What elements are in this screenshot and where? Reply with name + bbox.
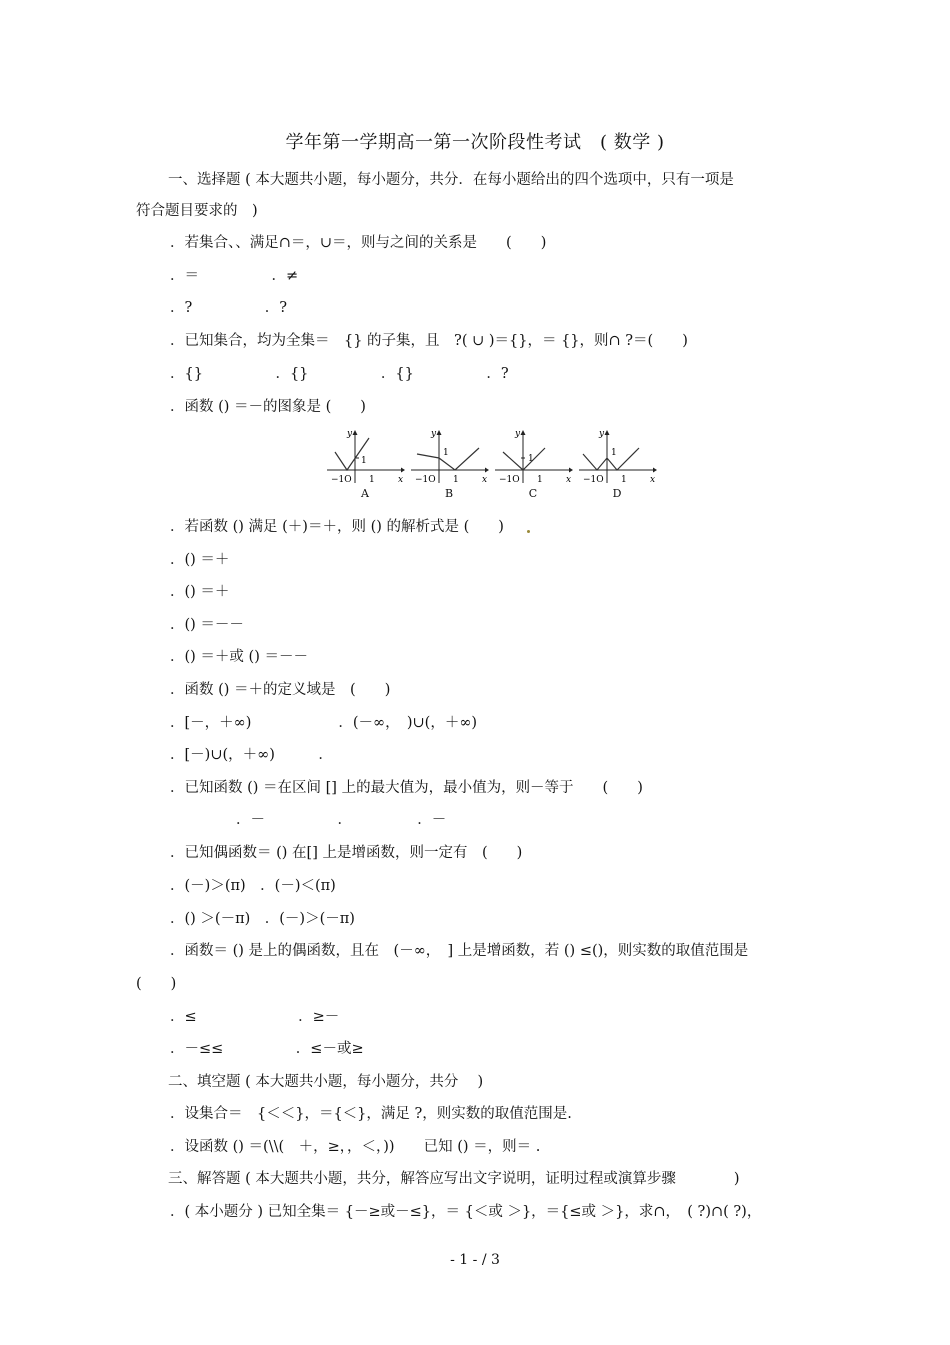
graph-c-one-y: 1 [528,454,534,464]
graph-c-x-label: x [566,475,572,485]
section-1-heading-cont: 符合题目要求的 ) [136,203,258,219]
question-8: ．函数＝ () 是上的偶函数，且在 (－∞， ] 上是增函数，若 () ≤()，则实数的取值范围是 [170,943,749,959]
graph-a-one: 1 [369,475,375,485]
question-2: ．已知集合，均为全集＝ {} 的子集，且 ?( ∪ )＝{}，＝ {}，则∩ ?＝( ) [170,333,688,349]
graph-a-x-label: x [398,475,404,485]
question-1-options-cd: ．? ．? [170,300,288,316]
graph-d-one: 1 [621,475,627,485]
section-2-heading: 二、填空题 ( 本大题共小题，每小题分，共分 ) [168,1074,484,1090]
section-1-heading: 一、选择题 ( 本大题共小题，每小题分，共分．在每小题给出的四个选项中，只有一项是 [168,172,734,188]
question-5-options-ab: ．[－，＋∞) ．(－∞， )∪(，＋∞) [170,715,478,731]
graph-c-origin: −1O [499,475,520,485]
question-9: ．设集合＝ {＜＜}，＝{＜}，满足 ?，则实数的取值范围是. [170,1106,572,1122]
graph-a [325,428,405,506]
graph-b-one-y: 1 [443,448,449,458]
question-4-option-a: ．() ＝＋ [170,552,230,568]
graph-a-origin: −1O [331,475,352,485]
question-10: ．设函数 () ＝(\\( ＋，≥，，＜，)) 已知 () ＝，则＝ . [170,1139,541,1155]
graph-a-one-y: 1 [361,456,367,466]
graph-d-label: D [612,487,622,500]
question-1-options-ab: ．＝ ．≠ [170,268,299,284]
question-2-options: ．{} ．{} ．{} ．? [170,366,509,382]
graph-c-y-label: y [515,429,521,439]
graph-c-label: C [528,487,538,500]
stray-dot [527,530,530,533]
question-7-options-ab: ．(－)＞(π) ．(－)＜(π) [170,878,336,894]
graph-d-y-label: y [599,429,605,439]
graph-b-plot [409,428,489,486]
graph-b [409,428,489,506]
graph-a-label: A [361,487,369,500]
graph-a-plot [325,428,405,486]
question-1: ．若集合、、满足∩＝，∪＝，则与之间的关系是 ( ) [170,235,547,251]
question-6: ．已知函数 () ＝在区间 [] 上的最大值为，最小值为，则－等于 ( ) [170,780,643,796]
graph-b-origin: −1O [415,475,436,485]
graph-d-origin: −1O [583,475,604,485]
graph-d [577,428,657,506]
question-8-cont: ( ) [136,976,177,992]
graph-b-one: 1 [453,475,459,485]
graph-d-one-y: 1 [611,448,617,458]
page-title: 学年第一学期高一第一次阶段性考试 ( 数学 ) [285,132,665,153]
question-8-options-cd: ．－≤≤ ．≤－或≥ [170,1041,364,1057]
graph-a-y-label: y [347,429,353,439]
graph-d-x-label: x [650,475,656,485]
question-4-option-c: ．() ＝－－ [170,617,244,633]
question-7: ．已知偶函数＝ () 在[] 上是增函数，则一定有 ( ) [170,845,523,861]
question-7-options-cd: ．() ＞(－π) ．(－)＞(－π) [170,911,355,927]
graph-b-y-label: y [431,429,437,439]
graph-c-one: 1 [537,475,543,485]
question-5-options-cd: ．[－)∪(，＋∞) ． [170,747,333,763]
question-3-graphs [325,428,660,506]
question-6-options: ．－ ． ．－ [236,812,447,828]
question-3: ．函数 () ＝－的图象是 ( ) [170,399,366,415]
question-4: ．若函数 () 满足 (＋)＝＋，则 () 的解析式是 ( ) [170,519,504,535]
graph-b-x-label: x [482,475,488,485]
graph-d-plot [577,428,657,486]
graph-c-plot [493,428,573,486]
graph-b-label: B [444,487,454,500]
section-3-heading: 三、解答题 ( 本大题共小题，共分，解答应写出文字说明，证明过程或演算步骤 ) [168,1171,740,1187]
question-8-options-ab: ．≤ ．≥－ [170,1009,340,1025]
question-5: ．函数 () ＝＋的定义域是 ( ) [170,682,391,698]
question-11: ．( 本小题分 ) 已知全集＝ {－≥或－≤}，＝ {＜或 ＞}，＝{≤或 ＞}，求∩， ( ?)∩( ?)， [170,1204,762,1220]
graph-c [493,428,573,506]
question-4-option-b: ．() ＝＋ [170,584,230,600]
question-4-option-d: ．() ＝＋或 () ＝－－ [170,649,308,665]
page-number: - 1 - / 3 [450,1252,500,1268]
